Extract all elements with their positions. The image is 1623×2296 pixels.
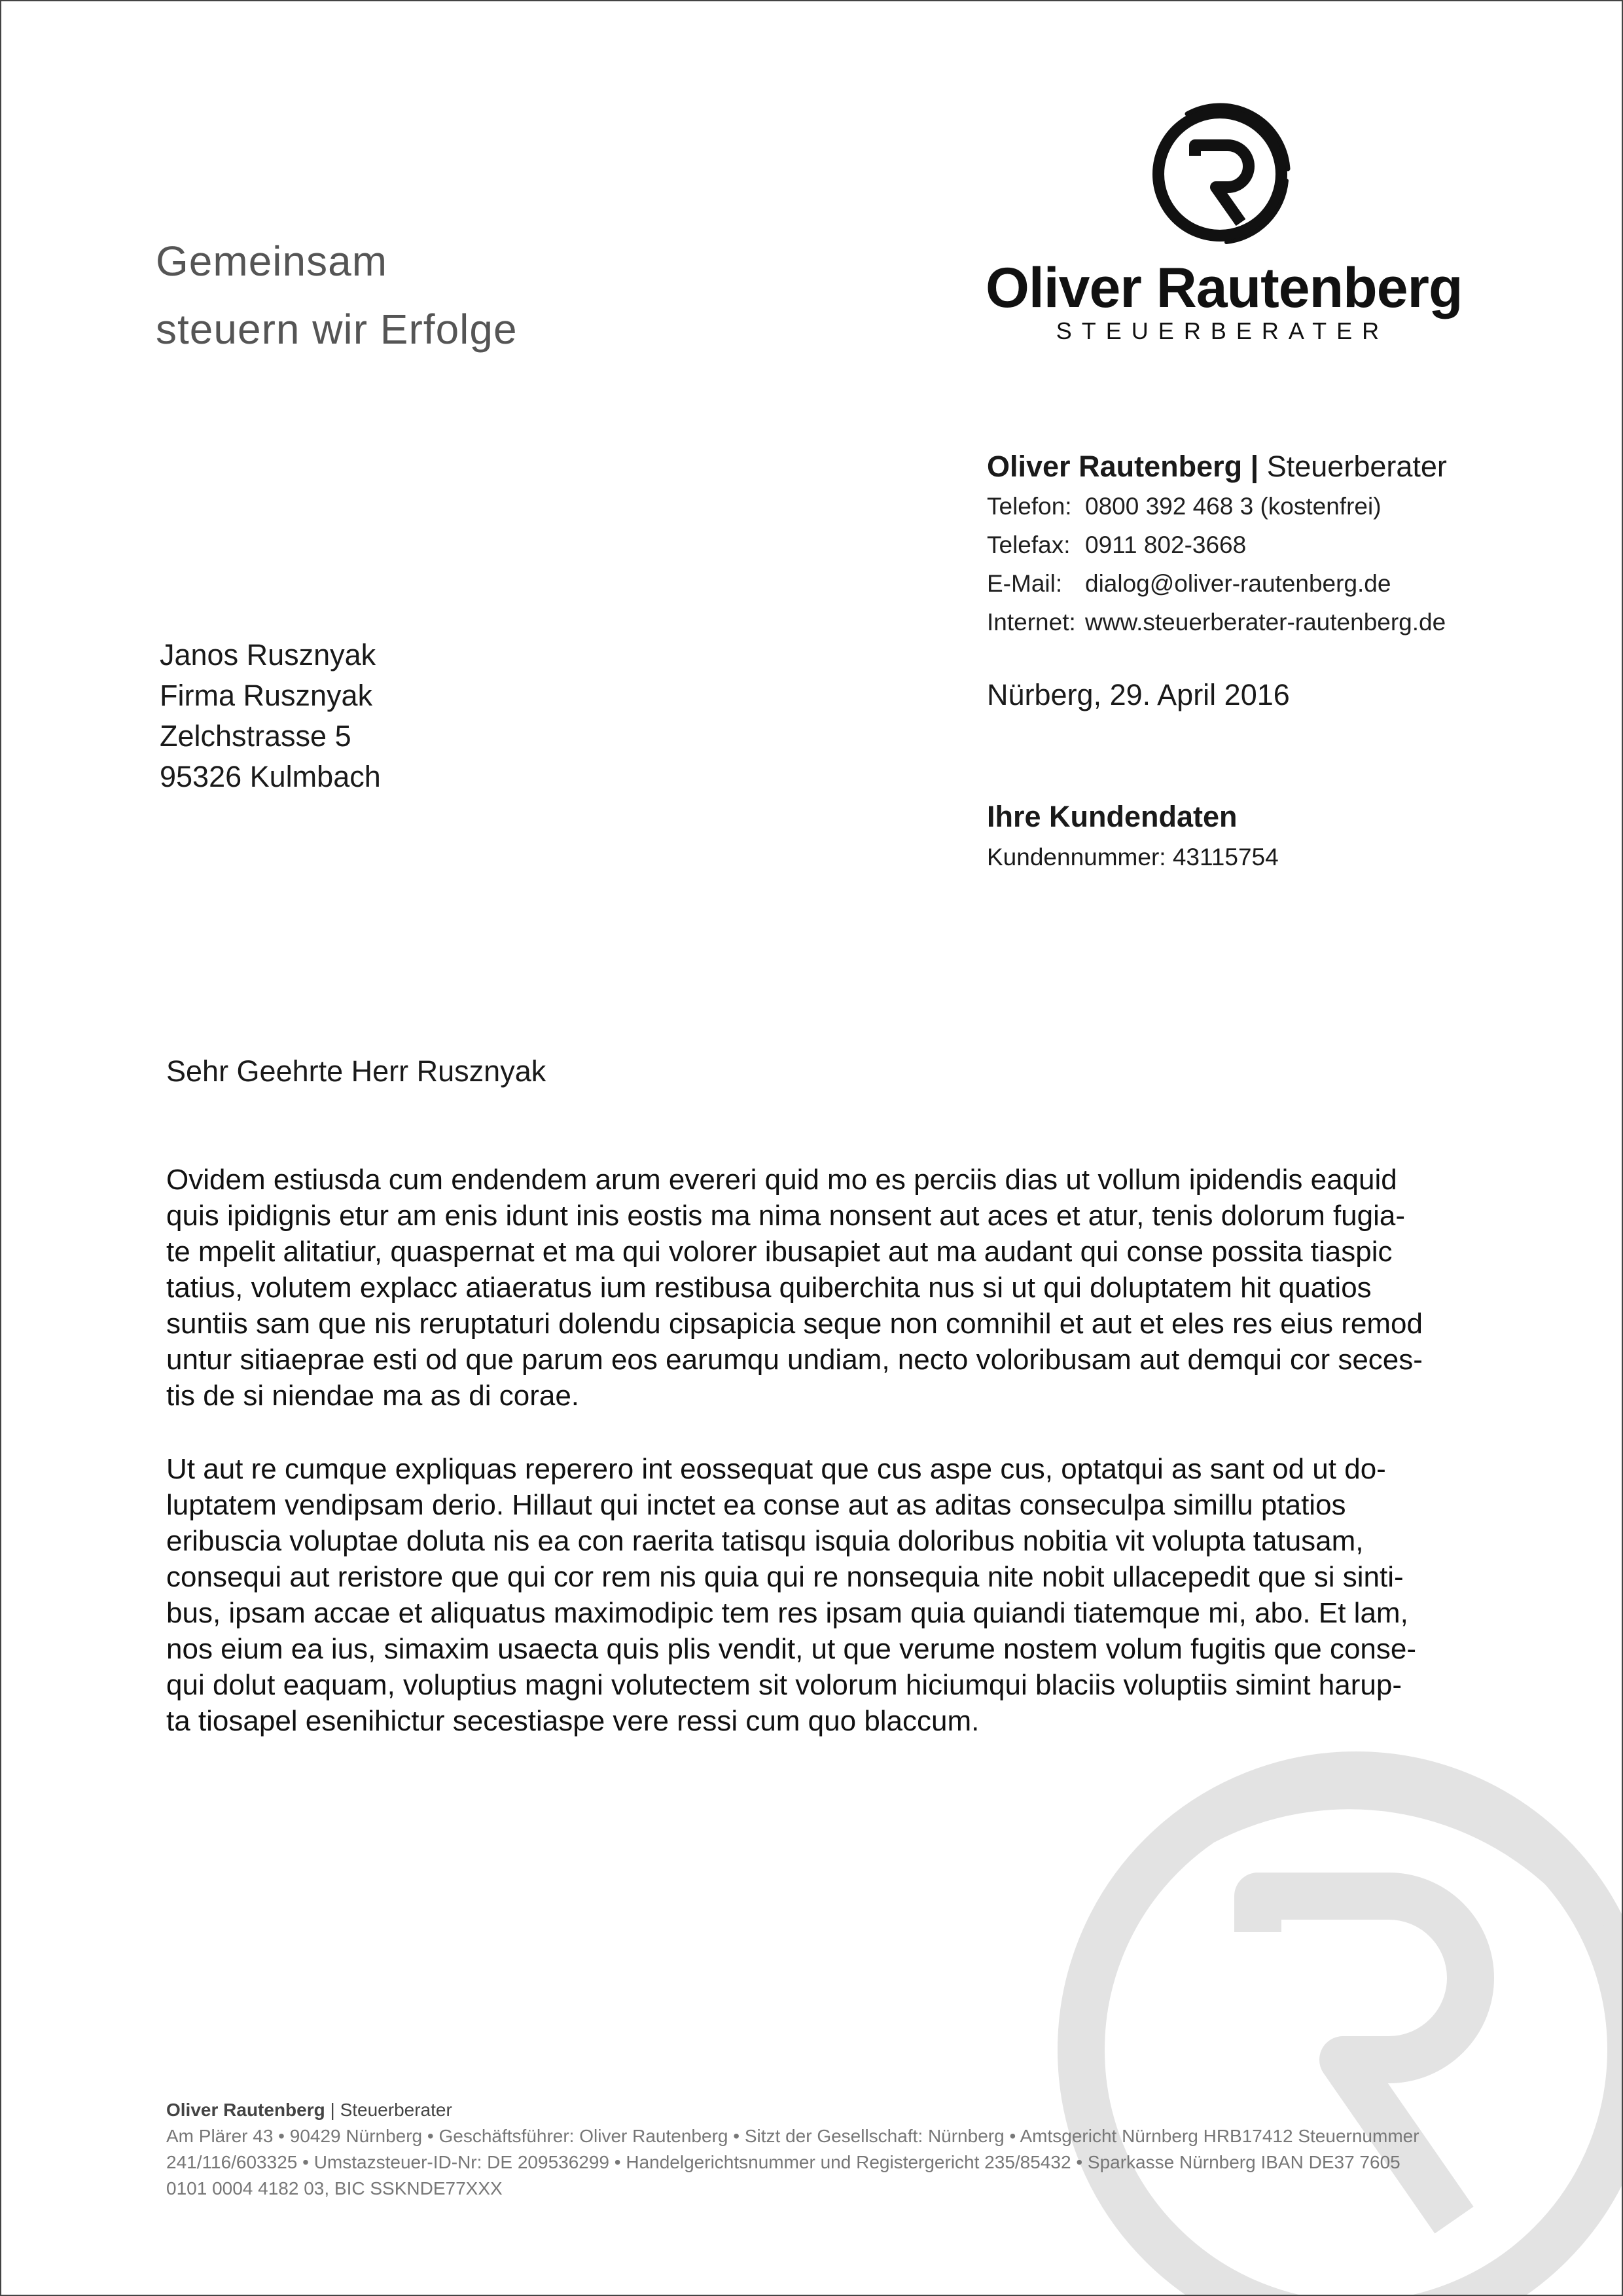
recipient-line: Janos Rusznyak — [160, 638, 376, 672]
footer-name: Oliver Rautenberg — [166, 2100, 325, 2120]
contact-value: www.steuerberater-rautenberg.de — [1085, 609, 1446, 636]
body-line: bus, ipsam accae et aliquatus maximodipic tem res ipsam quia quiandi tiatemque mi, abo. Et lam, — [166, 1597, 1408, 1629]
body-line: Ut aut re cumque expliquas reperero int eossequat que cus aspe cus, optatqui as sant od ut do- — [166, 1453, 1386, 1485]
recipient-line: Zelchstrasse 5 — [160, 719, 351, 753]
contact-row-email — [987, 564, 1484, 603]
body-line: untur sitiaeprae esti od que parum eos earumqu undiam, necto voloribusam aut demqui cor seces- — [166, 1344, 1423, 1376]
tagline-line-1: Gemeinsam — [156, 238, 387, 285]
contact-value: dialog@oliver-rautenberg.de — [1085, 570, 1391, 597]
contact-block — [987, 446, 1484, 641]
footer-title: Steuerberater — [340, 2100, 452, 2120]
footer-line: 0101 0004 4182 03, BIC SSKNDE77XXX — [166, 2178, 503, 2198]
contact-row-fax — [987, 526, 1484, 564]
body-line: eribuscia voluptae doluta nis ea con raerita tatisqu isquia doloribus nobitia vit volupta tatusam, — [166, 1525, 1364, 1557]
contact-label: E-Mail: — [987, 570, 1063, 597]
customer-number: Kundennummer: 43115754 — [987, 844, 1279, 870]
body-line: consequi aut reristore que qui cor rem nis quia qui re nonsequia nite nobit ullacepedit que si sinti- — [166, 1561, 1404, 1593]
footer-line: 241/116/603325 • Umstazsteuer-ID-Nr: DE 209536299 • Handelgerichtsnummer und Registergericht 235/85432 • Sparkasse Nürnberg IBAN DE37 7605 — [166, 2152, 1400, 2172]
contact-label: Telefax: — [987, 531, 1071, 558]
body-line: ta tiosapel esenihictur secestiaspe vere ressi cum quo blaccum. — [166, 1705, 980, 1737]
logo-name: Oliver Rautenberg — [986, 257, 1463, 319]
body-line: nos eium ea ius, simaxim usaecta quis plis vendit, ut que verume nostem volum fugitis que conse- — [166, 1633, 1417, 1665]
body-line: tatius, volutem explacc atiaeratus ium restibusa quiberchita nus si ut qui doluptatem hit quatios — [166, 1272, 1372, 1304]
contact-separator: | — [1250, 450, 1259, 483]
salutation: Sehr Geehrte Herr Rusznyak — [166, 1054, 546, 1088]
contact-row-internet — [987, 603, 1484, 641]
recipient-line: 95326 Kulmbach — [160, 760, 381, 793]
body-line: qui dolut eaquam, voluptius magni volutectem sit volorum hiciumqui blaciis voluptiis simint harup- — [166, 1669, 1402, 1701]
customer-heading: Ihre Kundendaten — [987, 800, 1238, 833]
contact-row-phone — [987, 487, 1484, 526]
tagline-line-2: steuern wir Erfolge — [156, 306, 518, 353]
recipient-line: Firma Rusznyak — [160, 679, 373, 712]
body-paragraph-1 — [166, 1162, 1475, 1414]
r-circle-watermark-icon — [1048, 1723, 1623, 2296]
footer — [166, 2097, 1508, 2202]
footer-heading — [166, 2097, 1508, 2123]
footer-separator: | — [330, 2100, 335, 2120]
recipient-address — [160, 635, 381, 797]
contact-value: 0800 392 468 3 (kostenfrei) — [1085, 493, 1382, 520]
contact-label: Internet: — [987, 609, 1076, 636]
body-paragraph-2 — [166, 1451, 1475, 1739]
tagline — [156, 227, 518, 363]
logo-subtitle: STEUERBERATER — [1056, 317, 1389, 344]
contact-label: Telefon: — [987, 493, 1072, 520]
contact-title: Steuerberater — [1266, 450, 1447, 483]
body-line: tis de si niendae ma as di corae. — [166, 1380, 580, 1412]
letter-date: Nürberg, 29. April 2016 — [987, 678, 1290, 711]
body-line: suntiis sam que nis reruptaturi dolendu cipsapicia seque non comnihil et aut et eles res eius remod — [166, 1308, 1423, 1340]
body-line: quis ipidignis etur am enis idunt inis eostis ma nima nonsent aut aces et atur, tenis dolorum fugia- — [166, 1200, 1406, 1232]
footer-line: Am Plärer 43 • 90429 Nürnberg • Geschäftsführer: Oliver Rautenberg • Sitzt der Gesellschaft: Nürnberg • Amtsgericht Nürnberg HRB17412 Steuernummer — [166, 2126, 1419, 2146]
r-circle-logo-icon — [1148, 97, 1297, 246]
body-line: Ovidem estiusda cum endendem arum evereri quid mo es perciis dias ut vollum ipidendis eaquid — [166, 1164, 1397, 1196]
contact-name: Oliver Rautenberg — [987, 450, 1243, 483]
body-line: te mpelit alitatiur, quaspernat et ma qui volorer ibusapiet aut ma audant qui conse possita tiaspic — [166, 1236, 1393, 1268]
body-line: luptatem vendipsam derio. Hillaut qui inctet ea conse aut as aditas conseculpa simillu ptatios — [166, 1489, 1346, 1521]
contact-value: 0911 802-3668 — [1085, 531, 1247, 558]
contact-heading — [987, 446, 1484, 487]
